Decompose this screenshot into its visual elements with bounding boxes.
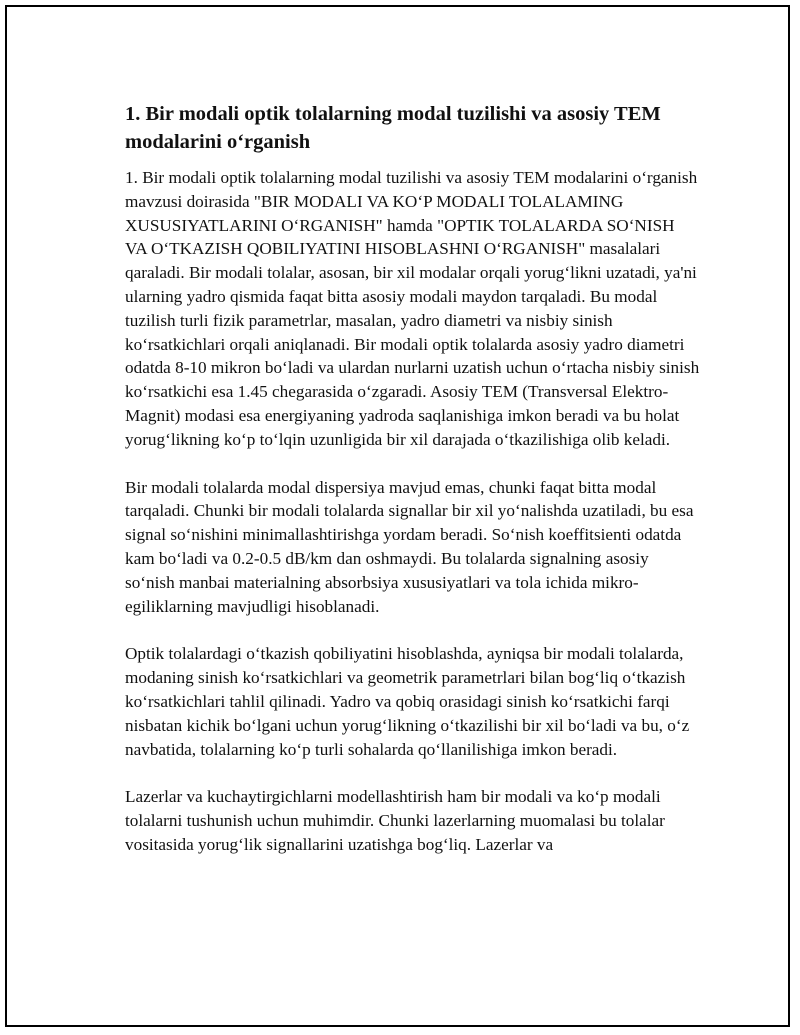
document-title: 1. Bir modali optik tolalarning modal tuzilishi va asosiy TEM modalarini o‘rganish bbox=[125, 103, 661, 153]
page-frame bbox=[5, 5, 790, 1027]
paragraph-1: 1. Bir modali optik tolalarning modal tuzilishi va asosiy TEM modalarini o‘rganish mavzusi doirasida "BIR MODALI VA KO‘P MODALI TOLALAMING XUSUSIYATLARINI O‘RGANISH" hamda "OPTIK TOLALARDA SO‘NISH VA O‘TKAZISH QOBILIYATINI HISOBLASHNI O‘RGANISH" masalalari qaraladi. Bir modali tolalar, asosan, bir xil modalar orqali yorug‘likni uzatadi, ya'ni ularning yadro qismida faqat bitta asosiy modali maydon tarqaladi. Bu modal tuzilish turli fizik parametrlar, masalan, yadro diametri va nisbiy sinish ko‘rsatkichlari orqali aniqlanadi. Bir modali optik tolalarda asosiy yadro diametri odatda 8-10 mikron bo‘ladi va ulardan nurlarni uzatish uchun o‘rtacha nisbiy sinish ko‘rsatkichi esa 1.45 chegarasida o‘zgaradi. Asosiy TEM (Transversal Elektro-Magnit) modasi esa energiyaning yadroda saqlanishiga imkon beradi va bu holat yorug‘likning ko‘p to‘lqin uzunligida bir xil darajada o‘tkazilishiga olib keladi. bbox=[125, 168, 700, 449]
paragraph-3: Optik tolalardagi o‘tkazish qobiliyatini hisoblashda, ayniqsa bir modali tolalarda, modaning sinish ko‘rsatkichlari va geometrik parametrlari bilan bog‘liq o‘tkazish ko‘rsatkichlari tahlil qilinadi. Yadro va qobiq orasidagi sinish ko‘rsatkichi farqi nisbatan kichik bo‘lgani uchun yorug‘likning o‘tkazilishi bir xil bo‘ladi va bu, o‘z navbatida, tolalarning ko‘p turli sohalarda qo‘llanilishiga imkon beradi. bbox=[125, 644, 690, 759]
paragraph-4: Lazerlar va kuchaytirgichlarni modellashtirish ham bir modali va ko‘p modali tolalarni tushunish uchun muhimdir. Chunki lazerlarning muomalasi bu tolalar vositasida yorug‘lik signallarini uzatishga bog‘liq. Lazerlar va bbox=[125, 787, 665, 854]
document-body bbox=[125, 100, 700, 881]
paragraph-2: Bir modali tolalarda modal dispersiya mavjud emas, chunki faqat bitta modal tarqaladi. Chunki bir modali tolalarda signallar bir xil yo‘nalishda uzatiladi, bu esa signal so‘nishini minimallashtirishga yordam beradi. So‘nish koeffitsienti odatda kam bo‘ladi va 0.2-0.5 dB/km dan oshmaydi. Bu tolalarda signalning asosiy so‘nish manbai materialning absorbsiya xususiyatlari va tola ichida mikro-egiliklarning mavjudligi hisoblanadi. bbox=[125, 477, 694, 616]
